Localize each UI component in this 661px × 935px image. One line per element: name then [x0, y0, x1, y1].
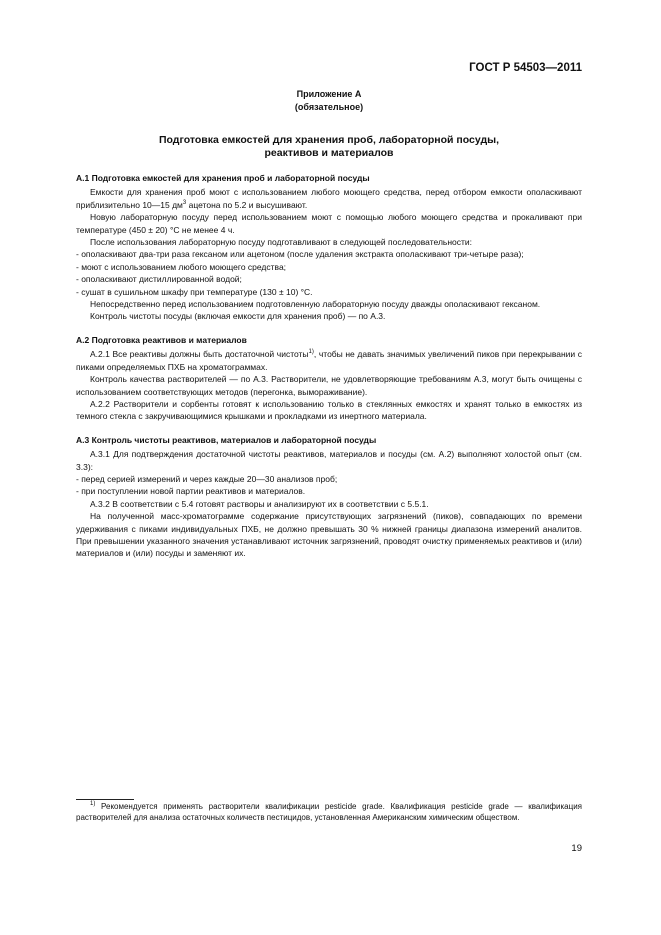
superscript: 3 [182, 199, 187, 206]
list-item: - при поступлении новой партии реактивов и материалов. [76, 486, 306, 497]
footnote-divider [76, 799, 134, 800]
annex-status: (обязательное) [294, 101, 364, 112]
annex-title: Приложение А [296, 89, 362, 99]
section-a3-paragraph: А.3.2 В соответствии с 5.4 готовят растворы и анализируют их в соответствии с 5.5.1. [90, 498, 429, 509]
section-a1-paragraph: После использования лабораторную посуду подготавливают в следующей последовательности: [90, 237, 473, 248]
annex-label [76, 88, 582, 113]
text-run: Емкости для хранения проб моют с использованием любого моющего средства, перед отбором емкости ополаскивают приблизительно 10—15 дм [76, 187, 582, 210]
list-item: - ополаскивают дистиллированной водой; [76, 274, 242, 285]
body-text [76, 88, 582, 560]
list-item: - сушат в сушильном шкафу при температуре (130 ± 10) °С. [76, 286, 313, 297]
section-a2-paragraph [76, 348, 582, 373]
annex-heading-line-2: реактивов и материалов [264, 147, 394, 159]
section-a2-paragraph: А.2.2 Растворители и сорбенты готовят к использованию только в стеклянных емкостях и хранят только в емкостях из темного стекла с закручивающимися крышками и прокладками из инертного материала. [76, 398, 582, 422]
footnote-reference: 1) [308, 349, 314, 356]
section-a1-paragraph: Непосредственно перед использованием подготовленную лабораторную посуду дважды ополаскивают гексаном. [90, 299, 541, 310]
section-a1-heading: А.1 Подготовка емкостей для хранения проб и лабораторной посуды [76, 173, 370, 183]
text-run: А.2.1 Все реактивы должны быть достаточной чистоты [90, 349, 309, 360]
text-run: , чтобы не давать значимых увеличений пиков при перекрывании с пиками определяемых ПХБ на хроматограммах. [76, 349, 582, 372]
section-a1-paragraph: Новую лабораторную посуду перед использованием моют с помощью любого моющего средства и прокаливают при температуре (450 ± 20) °С не менее 4 ч. [76, 212, 582, 235]
page-number: 19 [571, 843, 582, 854]
footnote-text: Рекомендуется применять растворители квалификации pesticide grade. Квалификация pesticide grade — квалификация растворителей для анализа остаточных количеств пестицидов, установленная Американским химическим обществом. [76, 802, 582, 823]
list-item: - перед серией измерений и через каждые 20—30 анализов проб; [76, 473, 338, 484]
section-a2-paragraph: Контроль качества растворителей — по А.3. Растворители, не удовлетворяющие требованиям А.3, могут быть очищены с использованием соответствующих методов (перегонка, вымораживание). [76, 374, 582, 397]
list-item: - ополаскивают два-три раза гексаном или ацетоном (после удаления экстракта ополаскивают три-четыре раза); [76, 249, 524, 260]
section-a3-heading: А.3 Контроль чистоты реактивов, материалов и лабораторной посуды [76, 434, 377, 445]
annex-heading [76, 134, 582, 160]
section-a1-paragraph [76, 186, 582, 211]
section-a2-heading: А.2 Подготовка реактивов и материалов [76, 334, 247, 345]
section-a3-paragraph: На полученной масс-хроматограмме содержание присутствующих загрязнений (пиков), совпадающих по времени удерживания с пиками индивидуальных ПХБ, не должно превышать 30 % нижней границы диапазона измерений аналитов. При превышении указанного значения устанавливают источник загрязнений, проводят очистку применяемых реактивов и (или) материалов и (или) посуды и заменяют их. [76, 511, 582, 559]
list-item: - моют с использованием любого моющего средства; [76, 261, 287, 272]
annex-heading-line-1: Подготовка емкостей для хранения проб, лабораторной посуды, [158, 134, 499, 146]
footnote [76, 801, 582, 824]
footnote-mark: 1) [90, 801, 96, 807]
section-a1-paragraph: Контроль чистоты посуды (включая емкости для хранения проб) — по А.3. [90, 311, 386, 322]
standard-designation: ГОСТ Р 54503—2011 [469, 62, 582, 74]
section-a3-paragraph: А.3.1 Для подтверждения достаточной чистоты реактивов, материалов и посуды (см. А.2) выполняют холостой опыт (см. 3.3): [76, 449, 582, 472]
text-run: ацетона по 5.2 и высушивают. [186, 199, 308, 210]
